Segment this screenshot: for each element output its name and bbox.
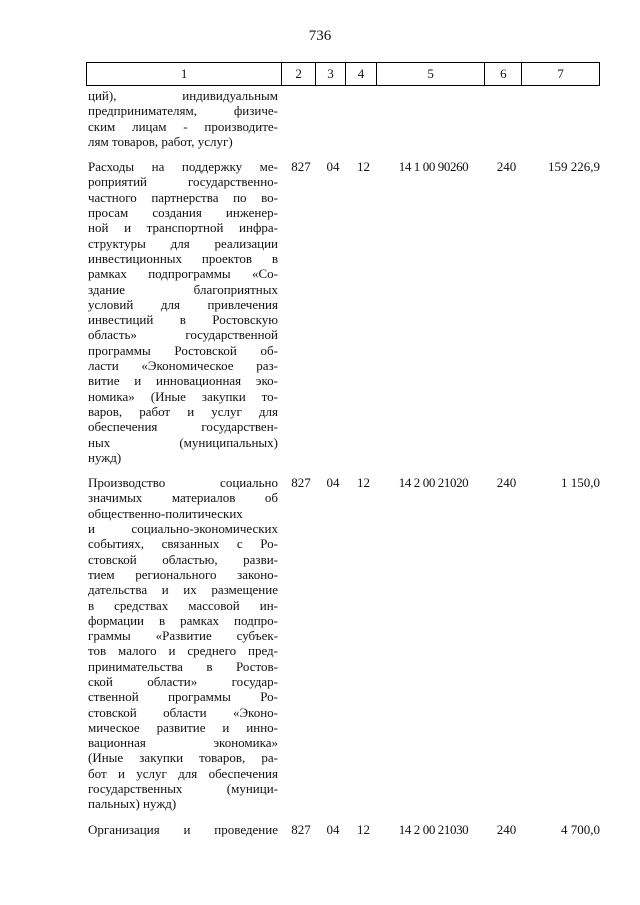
description-line: рамках подпрограммы «Со-: [88, 266, 278, 282]
header-col-5: 5: [377, 63, 486, 85]
description-line: формации в рамках подпро-: [88, 612, 278, 628]
header-col-7: 7: [557, 66, 564, 81]
description-line: значимых материалов об: [88, 490, 278, 506]
description-line: тием регионального законо-: [88, 566, 278, 582]
description-line: Расходы на поддержку ме-: [88, 159, 278, 175]
description-line: ским лицам - производите-: [88, 118, 278, 134]
description-line: событиях, связанных с Ро-: [88, 536, 278, 552]
description-line: стовской области «Эконо-: [88, 704, 278, 720]
table-row: [88, 159, 600, 465]
description-line: условий для привлечения: [88, 296, 278, 312]
description-line: номика» (Иные закупки то-: [88, 388, 278, 404]
description-line: государственных (муници-: [88, 781, 278, 797]
cell-col3: 04: [326, 821, 340, 837]
description-line: стовской областью, разви-: [88, 551, 278, 567]
description-line: варов, работ и услуг для: [88, 403, 278, 419]
description-line: тов малого и среднего пред-: [88, 643, 278, 659]
cell-col4: 12: [357, 475, 370, 491]
cell-col4: 12: [357, 821, 370, 837]
cell-col3: [318, 88, 348, 149]
cell-col4: 12: [357, 159, 370, 175]
description-line: нужд): [88, 449, 122, 465]
description-line: инвестиционных проектов в: [88, 250, 278, 266]
description-line: просам создания инженер-: [88, 205, 278, 221]
description-line: область» государственной: [88, 327, 278, 343]
cell-col6: 240: [496, 821, 517, 837]
description-line: инвестиций в Ростовскую: [88, 312, 278, 328]
description-line: витие и инновационная эко-: [88, 373, 278, 389]
description-line: лям товаров, работ, услуг): [88, 133, 233, 149]
description-line: структуры для реализации: [88, 235, 278, 251]
table-row: [88, 475, 600, 812]
row-description: [88, 822, 278, 837]
description-line: ской области» государ-: [88, 673, 278, 689]
cell-col2: 827: [291, 159, 311, 175]
description-line: Производство социально: [88, 475, 278, 491]
description-line: предпринимателям, физиче-: [88, 103, 278, 119]
description-line: мическое развитие и инно-: [88, 719, 278, 735]
cell-col5: 14 1 00 90260: [398, 159, 469, 175]
description-line: ций), индивидуальным: [88, 88, 278, 103]
table-row: [88, 88, 600, 149]
table-header: [86, 62, 600, 86]
header-col-4: 4: [346, 63, 377, 85]
description-line: граммы «Развитие субъек-: [88, 628, 278, 644]
cell-col2: 827: [291, 821, 311, 837]
description-line: программы Ростовской об-: [88, 342, 278, 358]
description-line: здание благоприятных: [88, 281, 278, 297]
header-col-2: 2: [282, 63, 316, 85]
cell-col6: [488, 88, 525, 149]
description-line: ных (муниципальных): [88, 434, 278, 450]
cell-col5: 14 2 00 21030: [398, 821, 469, 837]
description-line: бот и услуг для обеспечения: [88, 765, 278, 781]
header-col-1: 1: [87, 63, 282, 85]
description-line: в средствах массовой ин-: [88, 597, 278, 613]
header-col-3: 3: [316, 63, 346, 85]
description-line: и социально-экономических: [88, 521, 278, 537]
description-line: частного партнерства по во-: [88, 189, 278, 205]
cell-col6: 240: [496, 159, 517, 175]
description-line: дательства и их размещение: [88, 582, 278, 598]
cell-col5: 14 2 00 21020: [398, 475, 469, 491]
cell-col3: 04: [326, 159, 340, 175]
table-body: [88, 88, 600, 847]
row-description: [88, 88, 278, 149]
description-line: пальных) нужд): [88, 796, 177, 812]
cell-col5: [379, 88, 488, 149]
row-description: [88, 475, 278, 812]
description-line: роприятий государственно-: [88, 174, 278, 190]
page-number: 736: [308, 28, 332, 44]
description-line: Организация и проведение: [88, 821, 278, 837]
description-line: обеспечения государствен-: [88, 419, 278, 435]
cell-col7: 4 700,0: [561, 821, 600, 837]
description-line: (Иные закупки товаров, ра-: [88, 750, 278, 766]
description-line: ласти «Экономическое раз-: [88, 358, 278, 374]
cell-col2: 827: [291, 475, 311, 491]
cell-col7: [525, 88, 600, 149]
cell-col7: 159 226,9: [548, 159, 600, 175]
description-line: вационная экономика»: [88, 735, 278, 751]
cell-col3: 04: [326, 475, 340, 491]
description-line: ной и транспортной инфра-: [88, 220, 278, 236]
cell-col6: 240: [496, 475, 517, 491]
description-line: общественно-политических: [88, 505, 243, 521]
cell-col4: [348, 88, 379, 149]
description-line: принимательства в Ростов-: [88, 658, 278, 674]
row-description: [88, 159, 278, 465]
table-row: [88, 822, 600, 837]
cell-col2: [284, 88, 318, 149]
description-line: ственной программы Ро-: [88, 689, 278, 705]
cell-col7: 1 150,0: [561, 475, 600, 491]
header-col-6: 6: [485, 63, 522, 85]
